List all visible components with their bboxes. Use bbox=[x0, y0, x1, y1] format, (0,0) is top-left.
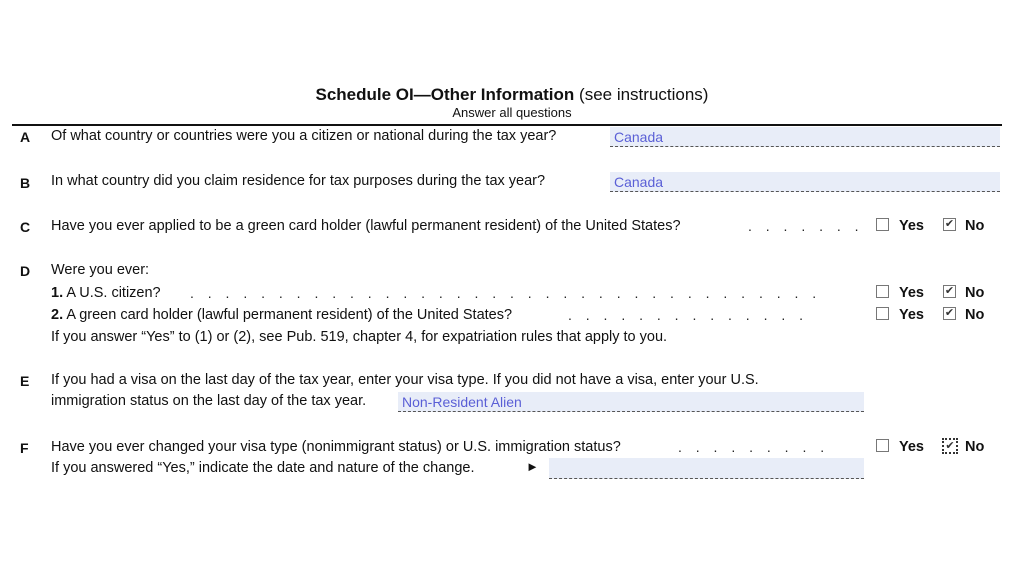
form-title bbox=[0, 85, 1024, 105]
question-d-item1-leader-dots: . . . . . . . . . . . . . . . . . . . . . . . . . . . . . . . . . . . . bbox=[190, 285, 822, 301]
residence-country-field[interactable]: Canada bbox=[610, 172, 1000, 192]
question-c-yes-label: Yes bbox=[899, 218, 924, 234]
question-d-item2 bbox=[51, 307, 512, 323]
check-mark-icon: ✔ bbox=[944, 285, 955, 297]
question-d2-no-checkbox[interactable] bbox=[943, 307, 956, 320]
question-d2-no-label: No bbox=[965, 307, 985, 323]
question-d-item2-leader-dots: . . . . . . . . . . . . . . bbox=[568, 307, 809, 323]
question-c-text: Have you ever applied to be a green card holder (lawful permanent resident) of the United States? bbox=[51, 218, 681, 234]
question-d1-no-label: No bbox=[965, 285, 985, 301]
question-c-leader-dots: . . . . . . . bbox=[748, 218, 864, 234]
question-a-letter: A bbox=[20, 129, 31, 145]
question-d1-yes-label: Yes bbox=[899, 285, 924, 301]
question-d-note: If you answer “Yes” to (1) or (2), see Pub. 519, chapter 4, for expatriation rules that apply to you. bbox=[51, 329, 668, 345]
question-d1-no-checkbox[interactable] bbox=[943, 285, 956, 298]
question-d-letter: D bbox=[20, 263, 31, 279]
form-title-rest: (see instructions) bbox=[574, 85, 709, 104]
question-c-yes-checkbox[interactable] bbox=[876, 218, 889, 231]
question-c-no-label: No bbox=[965, 218, 985, 234]
question-d2-yes-label: Yes bbox=[899, 307, 924, 323]
question-c-letter: C bbox=[20, 219, 31, 235]
citizenship-country-field[interactable]: Canada bbox=[610, 127, 1000, 147]
question-b-text: In what country did you claim residence for tax purposes during the tax year? bbox=[51, 173, 546, 189]
form-subtitle: Answer all questions bbox=[452, 105, 572, 120]
question-e-line2: immigration status on the last day of the tax year. bbox=[51, 393, 367, 409]
check-mark-icon: ✔ bbox=[944, 218, 955, 230]
question-e-line1: If you had a visa on the last day of the tax year, enter your visa type. If you did not have a visa, enter your U.S. bbox=[51, 372, 759, 388]
question-d-item2-text: A green card holder (lawful permanent resident) of the United States? bbox=[63, 307, 513, 323]
question-d-item1 bbox=[51, 285, 161, 301]
question-f-letter: F bbox=[20, 440, 29, 456]
question-f-line2: If you answered “Yes,” indicate the date and nature of the change. bbox=[51, 460, 475, 476]
question-d2-yes-checkbox[interactable] bbox=[876, 307, 889, 320]
visa-change-details-field[interactable] bbox=[549, 458, 864, 479]
question-f-no-checkbox[interactable] bbox=[942, 438, 958, 454]
question-a-text: Of what country or countries were you a citizen or national during the tax year? bbox=[51, 128, 557, 144]
question-d-text: Were you ever: bbox=[51, 262, 150, 278]
question-d-item1-text: A U.S. citizen? bbox=[63, 285, 161, 301]
check-mark-icon: ✔ bbox=[945, 440, 955, 452]
question-f-yes-label: Yes bbox=[899, 439, 924, 455]
question-d-item2-number: 2. bbox=[51, 307, 64, 323]
question-f-yes-checkbox[interactable] bbox=[876, 439, 889, 452]
header-rule bbox=[12, 124, 1002, 126]
question-e-letter: E bbox=[20, 373, 30, 389]
question-f-leader-dots: . . . . . . . . . bbox=[678, 439, 830, 455]
question-f-text: Have you ever changed your visa type (nonimmigrant status) or U.S. immigration status? bbox=[51, 439, 621, 455]
check-mark-icon: ✔ bbox=[944, 307, 955, 319]
question-b-letter: B bbox=[20, 175, 31, 191]
question-f-no-label: No bbox=[965, 439, 985, 455]
form-title-bold: Schedule OI—Other Information bbox=[315, 85, 575, 104]
visa-type-field[interactable]: Non-Resident Alien bbox=[398, 392, 864, 412]
question-d-item1-number: 1. bbox=[51, 285, 64, 301]
question-c-no-checkbox[interactable] bbox=[943, 218, 956, 231]
question-d1-yes-checkbox[interactable] bbox=[876, 285, 889, 298]
arrow-right-icon: ► bbox=[526, 459, 539, 474]
